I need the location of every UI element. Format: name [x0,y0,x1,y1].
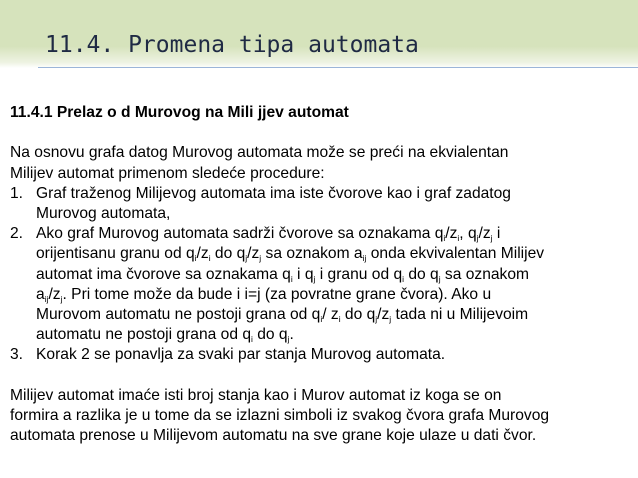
list-number: 1. [10,184,24,202]
list-line [36,265,632,285]
subscript: j [313,273,316,284]
subscript: i [402,273,405,284]
list-item-3 [10,345,632,365]
text-run: orijentisanu granu od q [36,245,195,263]
outro-line-2: formira a razlika je u tome da se izlazni simboli iz svakog čvora grafa Murovog [10,407,550,425]
text-run: automat ima čvorove sa oznakama q [36,265,291,283]
text-run: / z [322,306,339,324]
list-line: Murovog automata, [36,205,171,222]
subscript: j [60,293,63,304]
subscript: i [208,253,211,264]
subscript: j [476,233,479,244]
list-number: 3. [10,346,24,364]
text-run: i granu od q [315,265,403,283]
text-run: i q [292,265,314,283]
text-run: sa oznakom a [261,245,363,263]
subscript: j [259,253,262,264]
list-line [36,285,632,305]
text-run: /z [196,245,209,263]
text-run: /z [247,245,260,263]
intro-line-2: Milijev automat primenom sledeće procedure: [10,164,325,182]
subscript: j [375,314,378,325]
outro-line-1: Milijev automat imaće isti broj stanja kao i Murov automat iz koga se on [10,386,502,404]
intro-line-1: Na osnovu grafa datog Murovog automata može se preći na ekvialentan [10,144,509,162]
list-number: 2. [10,225,24,243]
subscript: j [287,334,290,345]
text-run: /z [48,285,61,303]
spacer [10,366,632,386]
subscript: j [389,314,392,325]
subscript: j [438,273,441,284]
text-run: /z [377,306,390,324]
text-run: Murovom automatu ne postoji grana od q [36,306,321,324]
text-run: /z [445,225,458,243]
outro-line-3: automata prenose u Milijevom automatu na sve grane koje ulaze u dati čvor. [10,427,537,445]
text-run: . [289,326,294,344]
subscript: j [490,233,493,244]
text-run: . Pri tome može da bude i i=j (za povratne grane čvora). Ako u [62,285,492,303]
subscript: i [338,314,341,325]
text-run: do q [210,245,246,263]
text-run: /z [478,225,491,243]
list-line: Graf traženog Milijevog automata ima iste čvorove kao i graf zadatog [36,184,511,202]
subscript: i [320,314,323,325]
subscript: i [457,233,460,244]
subscript: j [245,253,248,264]
subscript: i [251,334,253,345]
list-line [36,325,632,345]
section-heading: 11.4.1 Prelaz o d Murovog na Mili jjev automat [10,104,349,121]
title-divider [38,67,638,68]
list-item-2 [10,224,632,345]
subscript: i [443,233,446,244]
list-item-text [36,345,632,365]
subscript: i [290,273,293,284]
list-line [36,305,632,325]
text-run: onda ekvivalentan Milijev [366,245,545,263]
subscript: i [194,253,197,264]
list-line [36,224,632,244]
text-run: do q [404,265,439,283]
text-run: tada ni u Milijevoim [391,306,529,324]
text-run: automatu ne postoji grana od q [36,326,252,344]
subscript: ij [44,293,49,304]
text-run: do q [340,306,376,324]
slide-body [10,103,632,446]
text-run: , q [459,225,477,243]
text-run: sa oznakom [440,265,530,283]
slide-title: 11.4. Promena tipa automata [45,32,419,58]
text-run: a [36,285,45,303]
text-run: Ako graf Murovog automata sadrži čvorove sa oznakama q [36,225,444,243]
text-run: i [492,225,501,243]
list-line: Korak 2 se ponavlja za svaki par stanja Murovog automata. [36,346,446,364]
list-item-1 [10,184,632,224]
spacer [10,123,632,143]
list-line [36,244,632,264]
list-item-text [36,184,632,224]
list-item-text [36,224,632,345]
subscript: ij [362,253,367,264]
text-run: do q [252,326,288,344]
